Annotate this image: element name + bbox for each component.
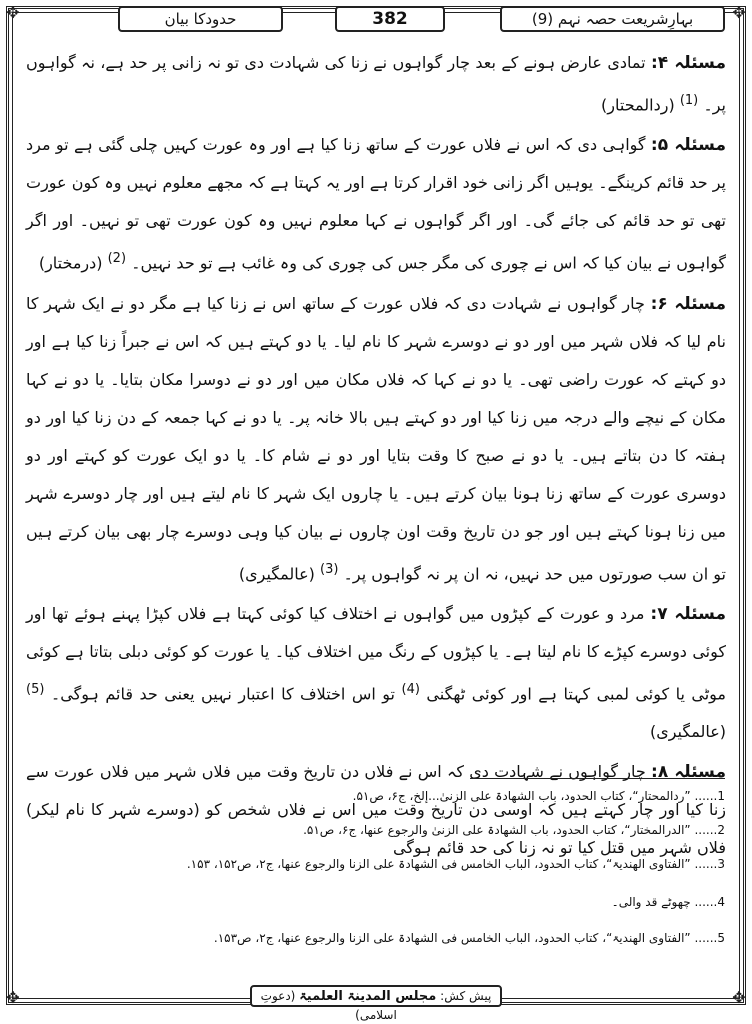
footnote: 1...... ”ردالمحتار“، کتاب الحدود، باب الشھادۃ علی الزنیٰ...إلخ، ج۶، ص۵۱.: [352, 789, 725, 803]
corner-ornament-icon: ✥: [6, 988, 20, 1007]
masala-paragraph: [26, 285, 726, 593]
masala-text: مرد و عورت کے کپڑوں میں گواہوں نے اختلاف کیا کوئی کہتا ہے فلاں کپڑا پہنے ہوئے تھا اور کوئی دوسرے کپڑے کا نام لیتا ہے۔ یا کپڑوں کے رنگ میں اختلاف کیا۔ یا عورت کو کوئی دبلی بتاتا ہے کوئی موٹی یا کوئی لمبی کہتا ہے اور کوئی ٹھگنی: [26, 603, 726, 704]
main-text: [26, 44, 726, 869]
source-citation: (درمختار): [38, 253, 103, 273]
masala-paragraph: [26, 126, 726, 282]
footnote-ref: (1): [679, 93, 699, 108]
footnote: 2...... ”الدرالمختار“، کتاب الحدود، باب الشھادۃ علی الزنیٰ والرجوع عنھا، ج۶، ص۵۱.: [303, 823, 725, 837]
masala-paragraph: [26, 44, 726, 124]
masala-paragraph: [26, 753, 726, 867]
section-title: حدودکا بیان: [118, 6, 283, 32]
masala-label: مسئلہ ۴:: [650, 53, 726, 73]
masala-label: مسئلہ ۸:: [651, 762, 726, 783]
masala-text: چار گواہوں نے شہادت دی کہ اس نے فلاں دن تاریخ وقت میں فلاں شہر میں فلاں عورت سے زنا کیا اور چار کہتے ہیں کہ اوسی دن تاریخ وقت میں اس نے فلاں شخص کو (دوسرے شہر کا نام لیکر) فلاں شہر میں قتل کیا تو نہ زنا کی حد قائم ہوگی: [26, 762, 726, 858]
footnote: 4...... چھوٹے قد والی۔: [611, 895, 725, 909]
masala-text: چار گواہوں نے شہادت دی کہ فلاں عورت کے ساتھ اس نے زنا کیا ہے مگر دو نے ایک شہر کا نام لیا کہ فلاں شہر میں اور دو نے دوسرے شہر کا نام لیا۔ یا دو کہتے ہیں کہ اس نے جبراً زنا کیا ہے اور دو کہتے کہ عورت راضی تھی۔ یا دو نے کہا کہ فلاں مکان میں اور دو نے دوسرا مکان بتایا۔ یا دو نے کہا مکان کے نیچے والے درجہ میں زنا کیا اور دو کہتے ہیں بالا خانہ پر۔ یا دو نے کہا جمعہ کے دن زنا کیا اور دو ہفتہ کا دن بتاتے ہیں۔ یا دو نے صبح کا وقت بتایا اور دو نے شام کا۔ یا دو ایک عورت کو کہتے اور دو دوسری عورت کے ساتھ زنا ہونا بیان کرتے ہیں۔ یا چاروں ایک شہر کا نام لیتے ہیں اور چار دوسرے شہر میں زنا ہونا کہتے ہیں اور جو دن تاریخ وقت اون چاروں نے بیان کیا وہی دوسرے چار بھی بیان کرتے ہیں تو ان سب صورتوں میں حد نہیں، نہ ان پر نہ گواہوں پر۔: [26, 293, 727, 583]
page-number: 382: [335, 6, 445, 32]
masala-paragraph: [26, 595, 726, 751]
publisher-prefix: پیش کش:: [440, 989, 492, 1003]
footnote-ref: (3): [319, 561, 339, 577]
footnote: 5...... ”الفتاوی الھندیۃ“، کتاب الحدود، الباب الخامس فی الشھادۃ علی الزنا والرجوع عنھا، ج۲، ص۱۵۳.: [213, 931, 725, 945]
source-citation: (عالمگیری): [238, 563, 315, 583]
corner-ornament-icon: ✥: [732, 3, 746, 22]
footnote-ref: (4): [401, 681, 420, 697]
masala-text: تو اس اختلاف کا اعتبار نہیں یعنی حد قائم ہوگی۔: [50, 684, 396, 704]
publisher-suffix: (دعوتِ اسلامی): [260, 989, 397, 1022]
page-header: [20, 4, 732, 34]
footnote-ref: (2): [107, 251, 127, 267]
masala-text: تمادی عارض ہونے کے بعد چار گواہوں نے زنا کی شہادت دی تو نہ زانی پر حد ہے، نہ گواہوں پر۔: [26, 53, 726, 115]
source-citation: (ردالمحتار): [601, 95, 675, 115]
book-title: بہارِشریعت حصہ نہم (9): [500, 6, 725, 32]
masala-label: مسئلہ ۶:: [650, 293, 727, 314]
masala-label: مسئلہ ۵:: [650, 135, 727, 156]
publisher-footer: [250, 985, 502, 1022]
corner-ornament-icon: ✥: [732, 988, 746, 1007]
publisher-name: مجلس المدینۃ العلمیۃ: [299, 989, 437, 1004]
footnote: 3...... ”الفتاوی الھندیۃ“، کتاب الحدود، الباب الخامس فی الشھادۃ علی الزنا والرجوع عنھا، ج۲، ص۱۵۲، ۱۵۳.: [186, 857, 725, 871]
source-citation: (عالمگیری): [649, 722, 726, 742]
masala-text: گواہی دی کہ اس نے فلاں عورت کے ساتھ زنا کیا ہے اور وہ عورت کہیں چلی گئی ہے تو مرد پر حد قائم کرینگے۔ یوہیں اگر زانی خود اقرار کرتا ہے اور یہ کہتا ہے کہ مجھے معلوم نہیں وہ کون عورت تھی تو حد قائم کی جائے گی۔ اور اگر گواہوں نے کہا معلوم نہیں وہ کون عورت تھی تو نہیں۔ اور اگر گواہوں نے بیان کیا کہ اس نے چوری کی مگر جس کی چوری کی وہ غائب ہے تو حد نہیں۔: [26, 135, 726, 273]
masala-label: مسئلہ ۷:: [650, 603, 726, 624]
footnote-ref: (5): [26, 681, 45, 697]
corner-ornament-icon: ✥: [6, 3, 20, 22]
footnote-divider: [470, 778, 725, 779]
